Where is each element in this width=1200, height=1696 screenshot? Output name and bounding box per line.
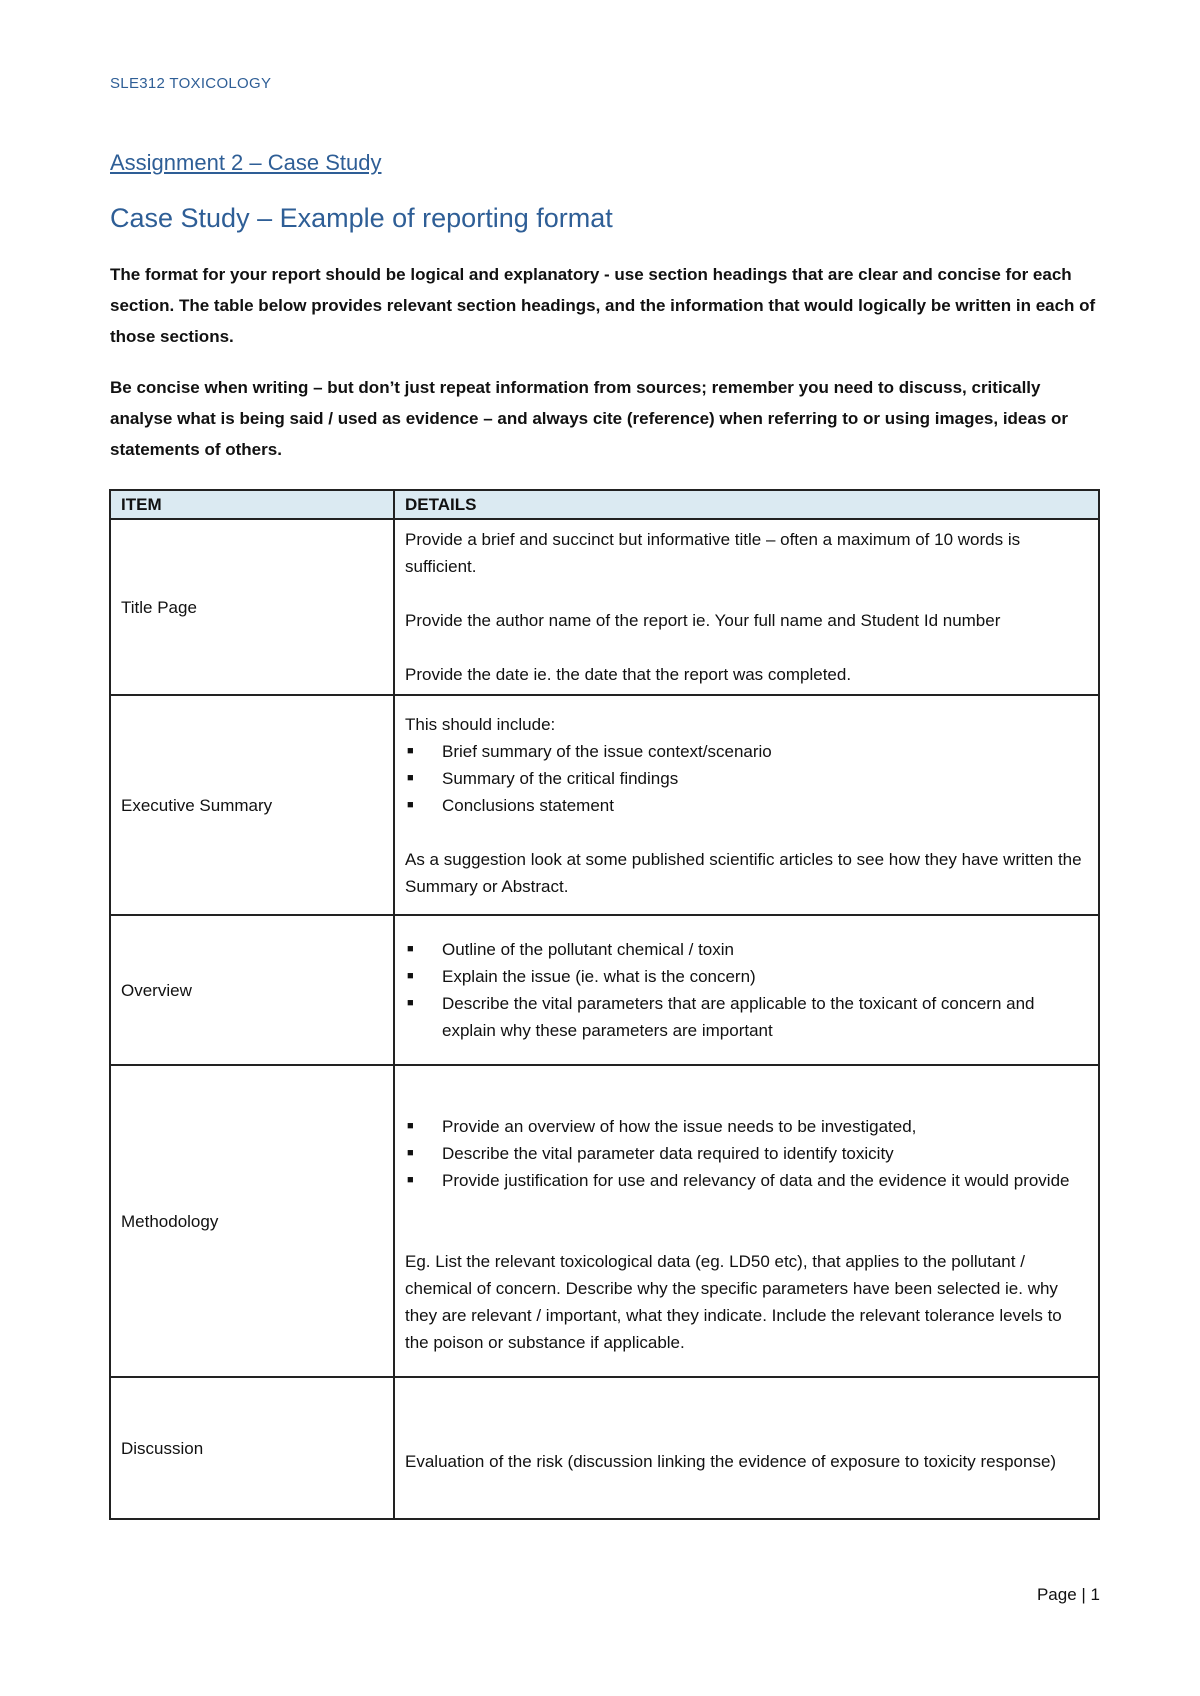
row-details — [394, 695, 1099, 915]
intro-paragraph: The format for your report should be logical and explanatory - use section headings that are clear and concise for each section. The table below provides relevant section headings, and the information that would logically be written in each of those sections. — [110, 265, 1096, 346]
list-item — [405, 990, 1088, 1044]
details-paragraph: This should include: — [405, 714, 556, 734]
list-item — [405, 1140, 1088, 1167]
list-item-text: Describe the vital parameters that are applicable to the toxicant of concern and explain why these parameters are important — [442, 994, 1035, 1040]
list-item-text: Brief summary of the issue context/scenario — [442, 741, 772, 761]
page-title: Case Study – Example of reporting format — [110, 203, 613, 233]
list-item — [405, 963, 1088, 990]
list-item — [405, 738, 1088, 765]
table-row — [110, 915, 1099, 1065]
square-bullet-icon: ■ — [407, 1147, 414, 1159]
bullet-list — [405, 936, 1088, 1044]
details-paragraph: Evaluation of the risk (discussion linking the evidence of exposure to toxicity response) — [405, 1452, 1057, 1471]
table-row — [110, 695, 1099, 915]
list-item-text: Conclusions statement — [442, 795, 614, 815]
square-bullet-icon: ■ — [407, 744, 414, 757]
row-item-label: Discussion — [110, 1377, 394, 1519]
square-bullet-icon: ■ — [407, 943, 414, 955]
row-details — [394, 519, 1099, 695]
square-bullet-icon: ■ — [407, 997, 414, 1009]
details-paragraph: Provide the author name of the report ie. Your full name and Student Id number — [405, 611, 1001, 630]
report-format-table — [109, 489, 1100, 1520]
column-header-details: DETAILS — [394, 490, 1099, 519]
list-item-text: Explain the issue (ie. what is the concern) — [442, 967, 756, 986]
page-number: Page | 1 — [1036, 1585, 1100, 1604]
row-details — [394, 915, 1099, 1065]
table-header-row — [110, 490, 1099, 519]
table-row — [110, 1377, 1099, 1519]
details-paragraph: Provide the date ie. the date that the report was completed. — [405, 665, 852, 684]
list-item — [405, 792, 1088, 819]
list-item-text: Provide an overview of how the issue needs to be investigated, — [442, 1117, 917, 1136]
details-paragraph: Eg. List the relevant toxicological data (eg. LD50 etc), that applies to the pollutant / chemical of concern. Describe why the specific parameters have been selected ie. why they are relevant / important, what they indicate. Include the relevant tolerance levels to the poison or substance if applicable. — [405, 1252, 1062, 1352]
column-header-item: ITEM — [110, 490, 394, 519]
list-item — [405, 765, 1088, 792]
row-details — [394, 1065, 1099, 1377]
table-row — [110, 1065, 1099, 1377]
list-item-text: Describe the vital parameter data required to identify toxicity — [442, 1144, 894, 1163]
square-bullet-icon: ■ — [407, 1174, 414, 1186]
list-item — [405, 936, 1088, 963]
list-item-text: Summary of the critical findings — [442, 768, 679, 788]
list-item — [405, 1167, 1088, 1194]
list-item — [405, 1113, 1088, 1140]
square-bullet-icon: ■ — [407, 1120, 414, 1132]
assignment-title: Assignment 2 – Case Study — [110, 150, 382, 175]
bullet-list — [405, 738, 1088, 819]
row-item-label: Title Page — [110, 519, 394, 695]
square-bullet-icon: ■ — [407, 771, 414, 784]
square-bullet-icon: ■ — [407, 798, 414, 811]
row-details — [394, 1377, 1099, 1519]
square-bullet-icon: ■ — [407, 970, 414, 982]
details-paragraph: As a suggestion look at some published scientific articles to see how they have written the Summary or Abstract. — [405, 849, 1082, 896]
details-paragraph: Provide a brief and succinct but informative title – often a maximum of 10 words is sufficient. — [405, 530, 1021, 576]
running-header: SLE312 TOXICOLOGY — [110, 75, 272, 92]
list-item-text: Provide justification for use and relevancy of data and the evidence it would provide — [442, 1171, 1070, 1190]
row-item-label: Methodology — [110, 1065, 394, 1377]
list-item-text: Outline of the pollutant chemical / toxin — [442, 940, 734, 959]
row-item-label: Overview — [110, 915, 394, 1065]
intro-paragraph: Be concise when writing – but don’t just repeat information from sources; remember you need to discuss, critically analyse what is being said / used as evidence – and always cite (reference) when referring to or using images, ideas or statements of others. — [110, 378, 1069, 459]
bullet-list — [405, 1113, 1088, 1194]
row-item-label: Executive Summary — [110, 695, 394, 915]
table-row — [110, 519, 1099, 695]
